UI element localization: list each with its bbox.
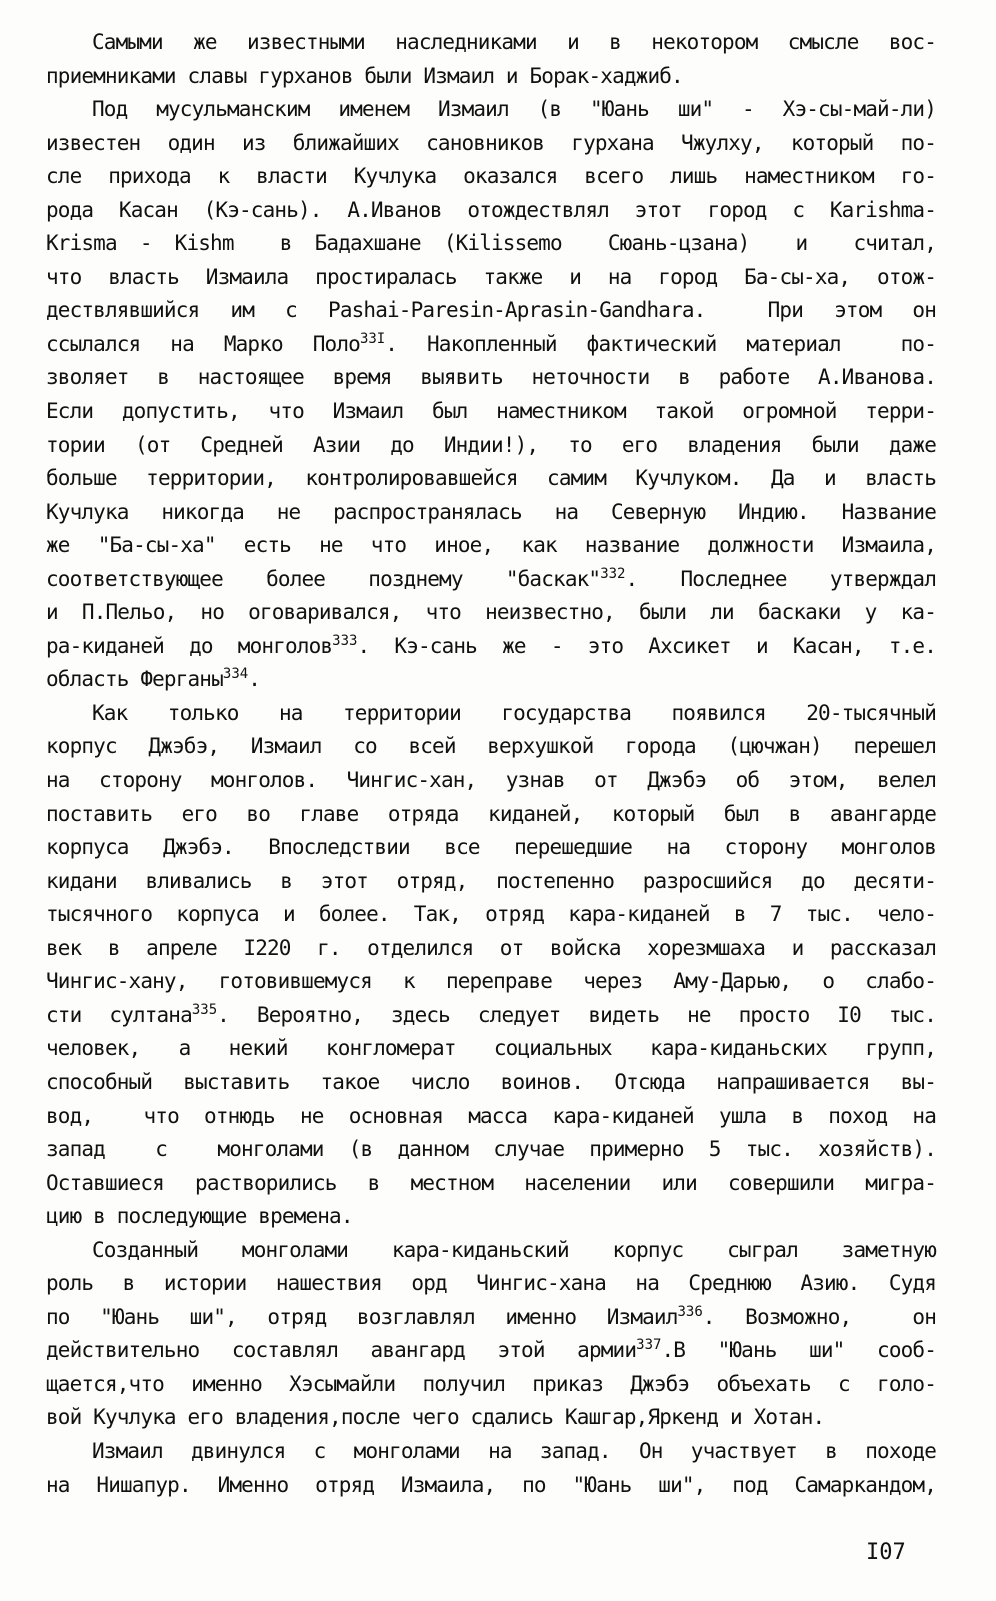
line-text: больше территории, контролировавшейся самим Кучлуком. Да и власть [46, 466, 936, 491]
line-text: рода Касан (Кэ-сань). А.Иванов отождествлял этот город с Karishma- [46, 197, 936, 222]
line-text-continued: . [248, 667, 260, 692]
line-text: же "Ба-сы-ха" есть не что иное, как название должности Измаила, [46, 533, 936, 558]
line-text: что власть Измаила простиралась также и на город Ба-сы-ха, отож- [46, 264, 936, 289]
line-text: Если допустить, что Измаил был наместником такой огромной терри- [46, 399, 936, 424]
text-line [46, 764, 936, 798]
line-text: область Ферганы [46, 667, 223, 692]
line-text: Оставшиеся растворились в местном населении или совершили мигра- [46, 1170, 936, 1195]
text-line [46, 429, 936, 463]
line-text: на Нишапур. Именно отряд Измаила, по "Юань ши", под Самаркандом, [46, 1472, 936, 1497]
text-line [46, 831, 936, 865]
line-text: поставить его во главе отряда киданей, который был в авангарде [46, 801, 936, 826]
text-line [46, 1032, 936, 1066]
text-line [46, 1368, 936, 1402]
line-text-continued: . Последнее утверждал [625, 566, 936, 591]
line-text: щается,что именно Хэсымайли получил приказ Джэбэ объехать с голо- [46, 1371, 936, 1396]
text-line [46, 663, 936, 697]
text-line [46, 965, 936, 999]
text-line [46, 1401, 936, 1435]
line-text: действительно составлял авангард этой армии [46, 1338, 637, 1363]
text-line [46, 1334, 936, 1368]
line-text: сти султана [46, 1002, 192, 1027]
line-text: Измаил двинулся с монголами на запад. Он участвует в походе [92, 1438, 936, 1463]
line-text: вод, что отнюдь не основная масса кара-киданей ушла в поход на [46, 1103, 936, 1128]
text-line [46, 1301, 936, 1335]
line-text-continued: . Кэ-сань же - это Ахсикет и Касан, т.е. [357, 633, 936, 658]
footnote-ref: 337 [636, 1337, 662, 1354]
text-line [46, 563, 936, 597]
text-line [46, 194, 936, 228]
page-number: I07 [866, 1540, 906, 1565]
line-text: запад с монголами (в данном случае примерно 5 тыс. хозяйств). [46, 1137, 936, 1162]
text-line [46, 898, 936, 932]
line-text: ра-киданей до монголов [46, 633, 333, 658]
line-text: дествлявшийся им с Pashai-Paresin-Aprasin-Gandhara. При этом он [46, 298, 936, 323]
line-text: вой Кучлука его владения,после чего сдались Кашгар,Яркенд и Хотан. [46, 1405, 825, 1430]
line-text: кидани вливались в этот отряд, постепенно разросшийся до десяти- [46, 868, 936, 893]
text-line [46, 1267, 936, 1301]
line-text: приемниками славы гурханов были Измаил и Борак-хаджиб. [46, 63, 683, 88]
text-line [46, 1167, 936, 1201]
line-text: и П.Пельо, но оговаривался, что неизвестно, были ли баскаки у ка- [46, 600, 936, 625]
text-line [46, 529, 936, 563]
line-text: известен один из ближайших сановников гурхана Чжулху, который по- [46, 130, 936, 155]
footnote-ref: 33I [359, 330, 386, 347]
text-line [46, 1469, 936, 1503]
line-text: Созданный монголами кара-киданьский корпус сыграл заметную [92, 1237, 936, 1262]
footnote-ref: 336 [677, 1303, 703, 1320]
line-text-continued: . Вероятно, здесь следует видеть не просто I0 тыс. [217, 1002, 936, 1027]
text-line [46, 865, 936, 899]
text-line [46, 697, 936, 731]
footnote-ref: 333 [332, 632, 358, 649]
text-line [46, 294, 936, 328]
line-text: корпус Джэбэ, Измаил со всей верхушкой города (цючжан) перешел [46, 734, 936, 759]
text-line [46, 361, 936, 395]
text-line [46, 328, 936, 362]
text-line [46, 596, 936, 630]
line-text: Krisma - Kishm в Бадахшане (Kilissemo Сюань-цзана) и считал, [46, 231, 936, 256]
text-line [46, 1100, 936, 1134]
text-line [46, 395, 936, 429]
text-line [46, 462, 936, 496]
line-text: соответствующее более позднему "баскак" [46, 566, 601, 591]
line-text: тории (от Средней Азии до Индии!), то его владения были даже [46, 432, 936, 457]
line-text: Чингис-хану, готовившемуся к переправе через Аму-Дарью, о слабо- [46, 969, 936, 994]
line-text-continued: . Накопленный фактический материал по- [385, 331, 937, 356]
text-line [46, 730, 936, 764]
line-text: способный выставить такое число воинов. Отсюда напрашивается вы- [46, 1069, 936, 1094]
line-text: Как только на территории государства появился 20-тысячный [92, 700, 936, 725]
footnote-ref: 332 [600, 565, 626, 582]
text-line [46, 999, 936, 1033]
text-line [46, 160, 936, 194]
text-line [46, 1435, 936, 1469]
line-text: Самыми же известными наследниками и в некотором смысле вос- [92, 30, 936, 54]
line-text-continued: . Возможно, он [702, 1304, 936, 1329]
line-text: век в апреле I220 г. отделился от войска хорезмшаха и рассказал [46, 935, 936, 960]
line-text: зволяет в настоящее время выявить неточности в работе А.Иванова. [46, 365, 936, 390]
line-text: Кучлука никогда не распространялась на Северную Индию. Название [46, 499, 936, 524]
text-line [46, 932, 936, 966]
line-text: сле прихода к власти Кучлука оказался всего лишь наместником го- [46, 164, 936, 189]
line-text: ссылался на Марко Поло [46, 331, 360, 356]
line-text: человек, а некий конгломерат социальных кара-киданьских групп, [46, 1036, 936, 1061]
line-text: роль в истории нашествия орд Чингис-хана на Среднюю Азию. Судя [46, 1271, 936, 1296]
text-line [46, 127, 936, 161]
line-text: тысячного корпуса и более. Так, отряд кара-киданей в 7 тыс. чело- [46, 902, 936, 927]
text-line [46, 1066, 936, 1100]
text-line [46, 1133, 936, 1167]
line-text: по "Юань ши", отряд возглавлял именно Измаил [46, 1304, 678, 1329]
line-text-continued: .В "Юань ши" сооб- [661, 1338, 936, 1363]
text-line [46, 798, 936, 832]
text-line [46, 93, 936, 127]
text-line [46, 1234, 936, 1268]
text-line [46, 496, 936, 530]
text-line [46, 227, 936, 261]
line-text: корпуса Джэбэ. Впоследствии все перешедшие на сторону монголов [46, 835, 936, 860]
text-line [46, 60, 936, 94]
footnote-ref: 335 [191, 1001, 218, 1018]
text-line [46, 630, 936, 664]
line-text: цию в последующие времена. [46, 1204, 353, 1229]
text-line [46, 1200, 936, 1234]
body-text [46, 26, 936, 1502]
footnote-ref: 334 [222, 666, 249, 683]
text-line [46, 26, 936, 60]
line-text: Под мусульманским именем Измаил (в "Юань ши" - Хэ-сы-май-ли) [92, 97, 936, 122]
line-text: на сторону монголов. Чингис-хан, узнав от Джэбэ об этом, велел [46, 768, 936, 793]
text-line [46, 261, 936, 295]
